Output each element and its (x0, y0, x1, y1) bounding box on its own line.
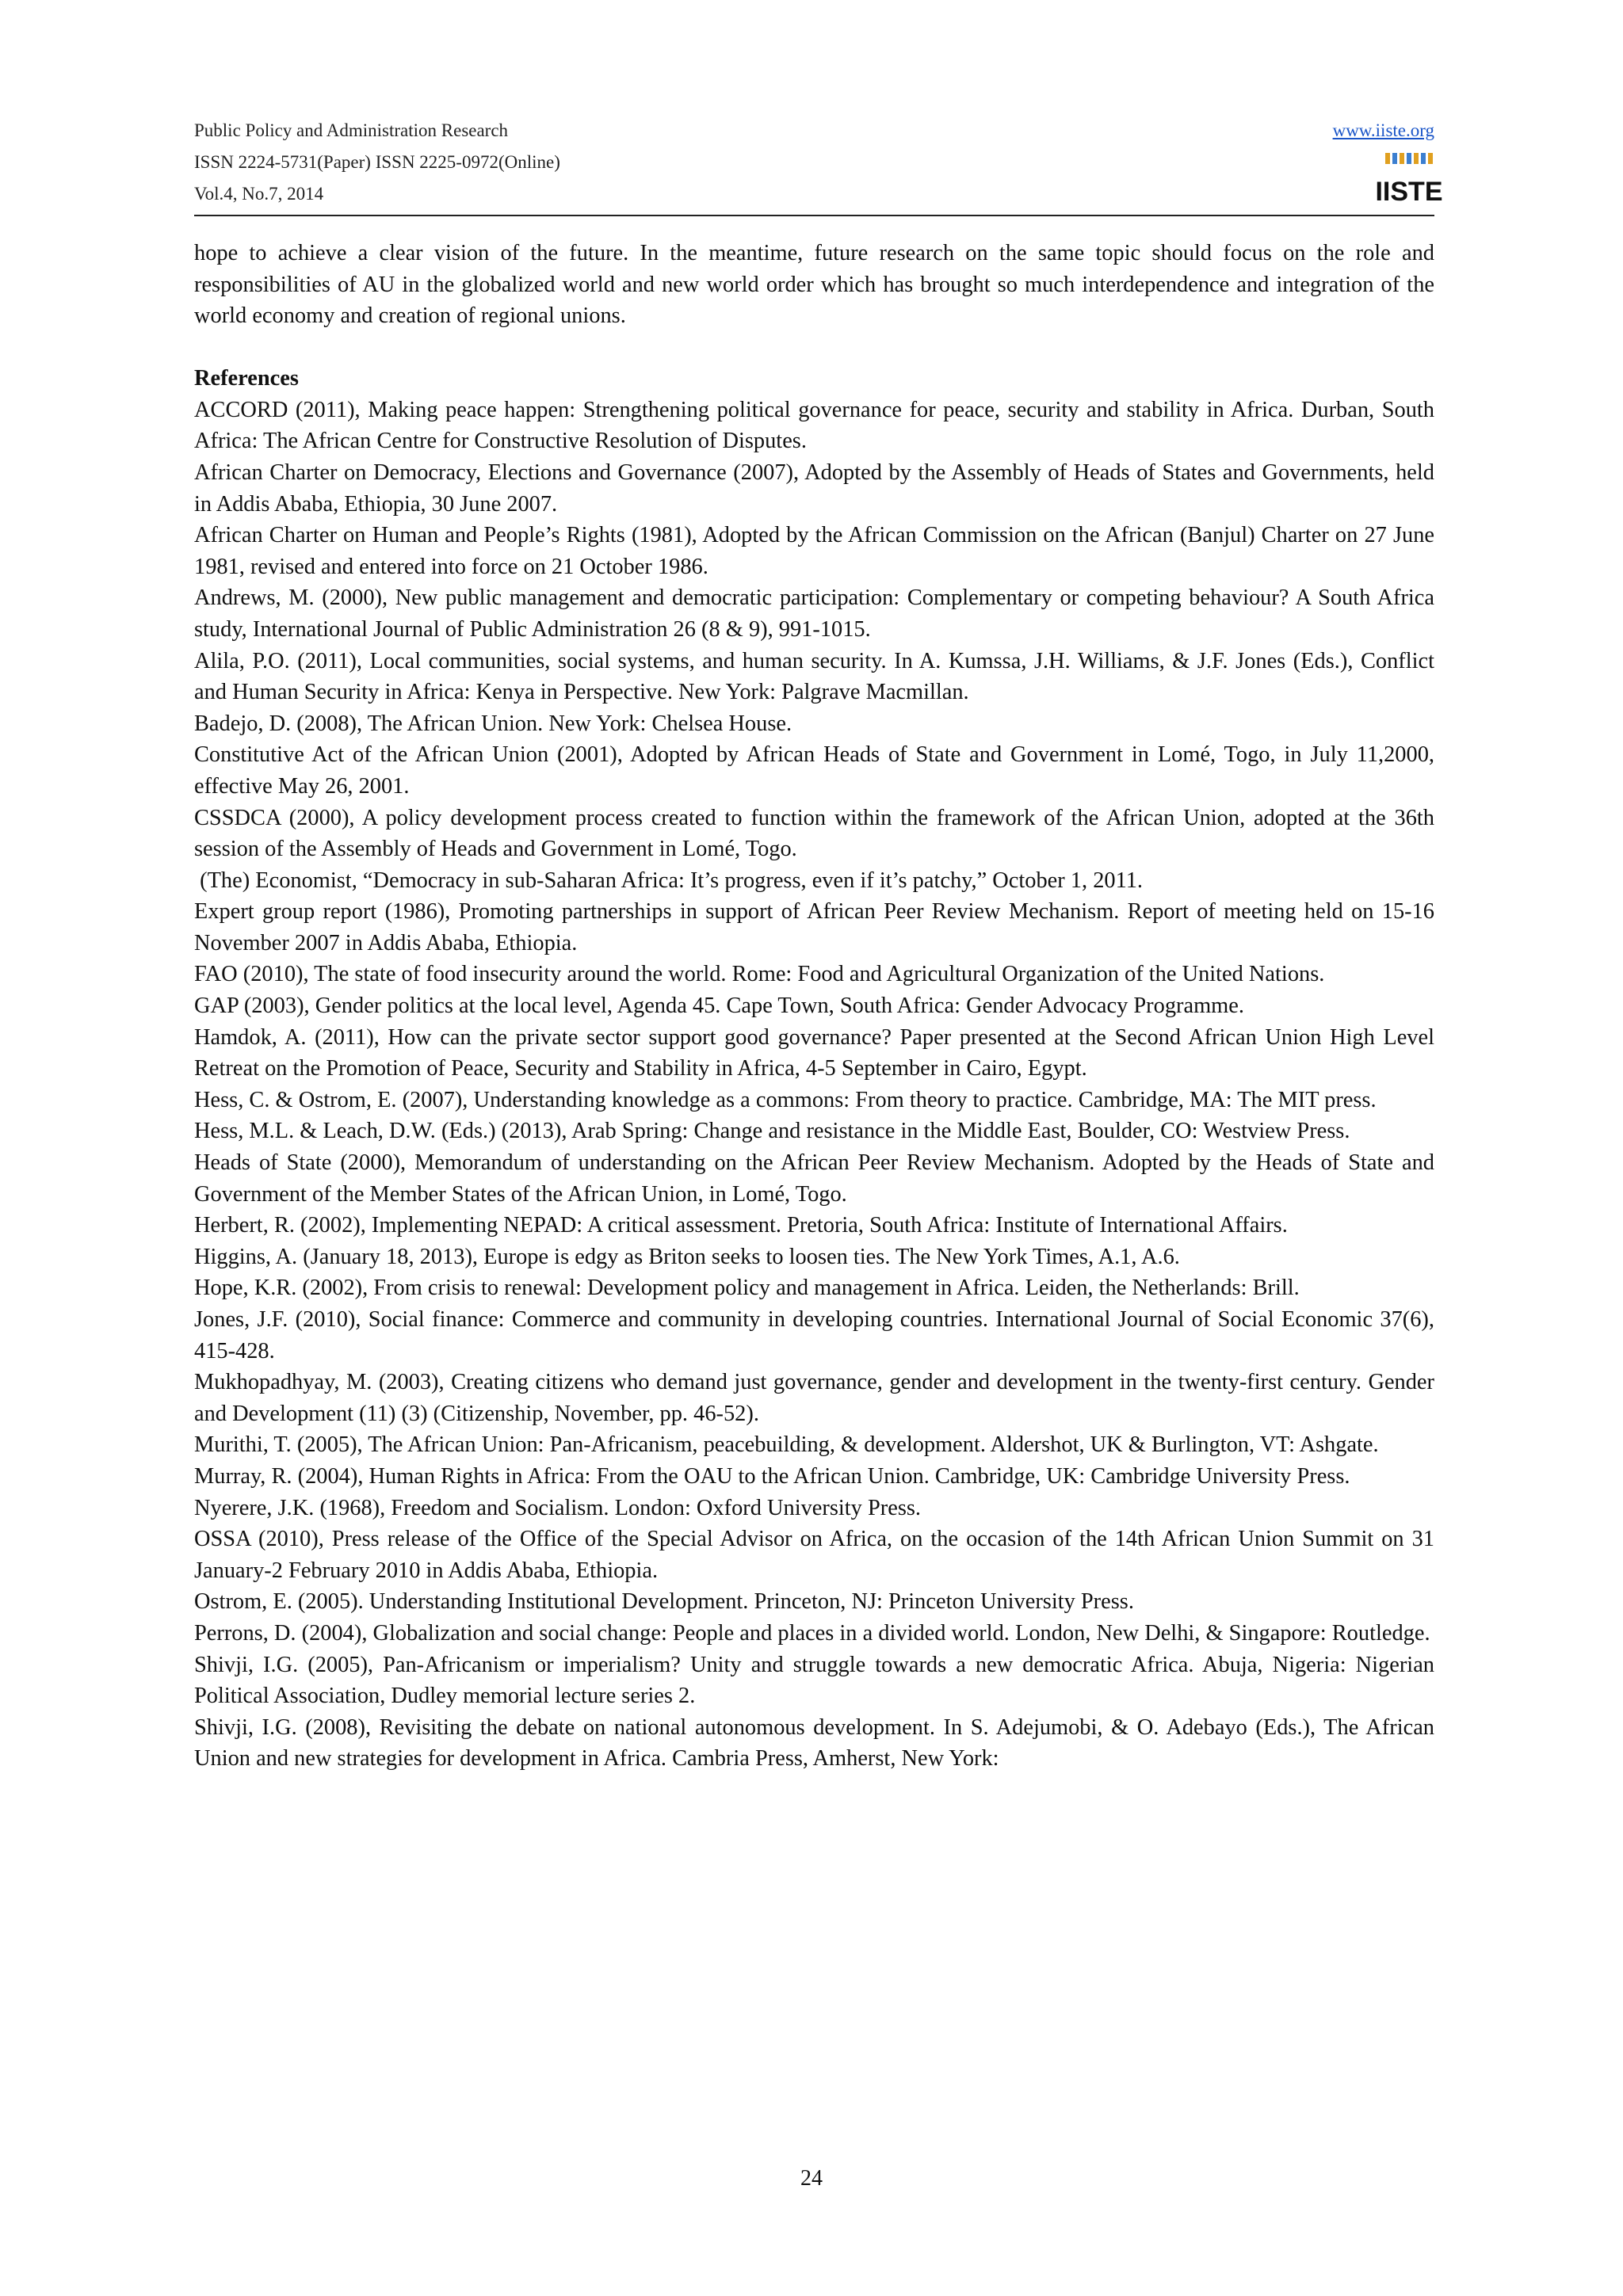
reference-item: Shivji, I.G. (2005), Pan-Africanism or imperialism? Unity and struggle towards a new democratic Africa. Abuja, Nigeria: Nigerian Political Association, Dudley memorial lecture series 2. (194, 1652, 1434, 1709)
reference-item: Heads of State (2000), Memorandum of understanding on the African Peer Review Mechanism. Adopted by the Heads of State and Government of the Member States of the African Union, in Lomé, Togo. (194, 1150, 1434, 1207)
svg-text:IISTE: IISTE (1375, 177, 1443, 207)
reference-item: Nyerere, J.K. (1968), Freedom and Socialism. London: Oxford University Press. (194, 1495, 922, 1520)
journal-website-link[interactable]: www.iiste.org (1332, 120, 1434, 140)
main-content (194, 238, 1434, 1775)
reference-item: Constitutive Act of the African Union (2001), Adopted by African Heads of State and Government in Lomé, Togo, in July 11,2000, effective May 26, 2001. (194, 742, 1434, 799)
reference-item: Ostrom, E. (2005). Understanding Institutional Development. Princeton, NJ: Princeton University Press. (194, 1589, 1134, 1615)
reference-item: CSSDCA (2000), A policy development process created to function within the framework of the African Union, adopted at the 36th session of the Assembly of Heads and Government in Lomé, Togo. (194, 805, 1434, 862)
reference-item: GAP (2003), Gender politics at the local level, Agenda 45. Cape Town, South Africa: Gender Advocacy Programme. (194, 994, 1244, 1019)
reference-item: Hamdok, A. (2011), How can the private sector support good governance? Paper presented at the Second African Union High Level Retreat on the Promotion of Peace, Security and Stability in Africa, 4-5 September in Cairo, Egypt. (194, 1024, 1434, 1081)
running-header (194, 115, 1443, 212)
reference-item: Mukhopadhyay, M. (2003), Creating citizens who demand just governance, gender and development in the twenty-first century. Gender and Development (11) (3) (Citizenship, November, pp. 46-52). (194, 1370, 1434, 1426)
reference-item: Badejo, D. (2008), The African Union. New York: Chelsea House. (194, 711, 792, 736)
reference-item: Jones, J.F. (2010), Social finance: Commerce and community in developing countries. International Journal of Social Economic 37(6), 415-428. (194, 1307, 1434, 1363)
reference-item: (The) Economist, “Democracy in sub-Saharan Africa: It’s progress, even if it’s patchy,” October 1, 2011. (194, 868, 1144, 893)
reference-item: OSSA (2010), Press release of the Office of the Special Advisor on Africa, on the occasion of the 14th African Union Summit on 31 January-2 February 2010 in Addis Ababa, Ethiopia. (194, 1527, 1434, 1583)
reference-item: Expert group report (1986), Promoting partnerships in support of African Peer Review Mechanism. Report of meeting held on 15-16 November 2007 in Addis Ababa, Ethiopia. (194, 899, 1434, 955)
reference-item: Perrons, D. (2004), Globalization and social change: People and places in a divided world. London, New Delhi, & Singapore: Routledge. (194, 1620, 1430, 1646)
reference-item: ACCORD (2011), Making peace happen: Strengthening political governance for peace, security and stability in Africa. Durban, South Africa: The African Centre for Constructive Resolution of Disputes. (194, 397, 1434, 454)
volume-line: Vol.4, No.7, 2014 (194, 184, 324, 204)
reference-item: African Charter on Human and People’s Rights (1981), Adopted by the African Commission on the African (Banjul) Charter on 27 June 1981, revised and entered into force on 21 October 1986. (194, 523, 1434, 579)
reference-item: Shivji, I.G. (2008), Revisiting the debate on national autonomous development. In S. Adejumobi, & O. Adebayo (Eds.), The African Union and new strategies for development in Africa. Cambria Press, Amherst, New York: (194, 1714, 1434, 1772)
reference-item: Murithi, T. (2005), The African Union: Pan-Africanism, peacebuilding, & development. Aldershot, UK & Burlington, VT: Ashgate. (194, 1432, 1379, 1458)
reference-item: Herbert, R. (2002), Implementing NEPAD: A critical assessment. Pretoria, South Africa: Institute of International Affairs. (194, 1213, 1288, 1238)
reference-item: Alila, P.O. (2011), Local communities, social systems, and human security. In A. Kumssa, J.H. Williams, & J.F. Jones (Eds.), Conflict and Human Security in Africa: Kenya in Perspective. New York: Palgrave Macmillan. (194, 648, 1434, 705)
reference-item: Hope, K.R. (2002), From crisis to renewal: Development policy and management in Africa. Leiden, the Netherlands: Brill. (194, 1276, 1300, 1301)
iiste-logo (1375, 150, 1443, 207)
issn-line: ISSN 2224-5731(Paper) ISSN 2225-0972(Online) (194, 152, 560, 172)
reference-item: FAO (2010), The state of food insecurity around the world. Rome: Food and Agricultural Organization of the United Nations. (194, 962, 1325, 987)
reference-item: Andrews, M. (2000), New public management and democratic participation: Complementary or competing behaviour? A South Africa study, International Journal of Public Administration 26 (8 & 9), 991-1015. (194, 585, 1434, 642)
reference-item: African Charter on Democracy, Elections and Governance (2007), Adopted by the Assembly of Heads of States and Governments, held in Addis Ababa, Ethiopia, 30 June 2007. (194, 460, 1434, 517)
references-heading: References (194, 365, 299, 391)
reference-item: Hess, C. & Ostrom, E. (2007), Understanding knowledge as a commons: From theory to practice. Cambridge, MA: The MIT press. (194, 1087, 1377, 1112)
header-rule (194, 215, 1434, 216)
reference-item: Hess, M.L. & Leach, D.W. (Eds.) (2013), Arab Spring: Change and resistance in the Middle East, Boulder, CO: Westview Press. (194, 1119, 1350, 1144)
reference-item: Higgins, A. (January 18, 2013), Europe is edgy as Briton seeks to loosen ties. The New York Times, A.1, A.6. (194, 1244, 1180, 1269)
page-number: 24 (800, 2166, 823, 2191)
reference-list (194, 395, 1434, 1775)
body-paragraph: hope to achieve a clear vision of the future. In the meantime, future research on the same topic should focus on the role and responsibilities of AU in the globalized world and new world order which has brought so much interdependence and integration of the world economy and creation of regional unions. (194, 241, 1434, 329)
reference-item: Murray, R. (2004), Human Rights in Africa: From the OAU to the African Union. Cambridge, UK: Cambridge University Press. (194, 1463, 1350, 1489)
journal-title: Public Policy and Administration Research (194, 120, 509, 140)
